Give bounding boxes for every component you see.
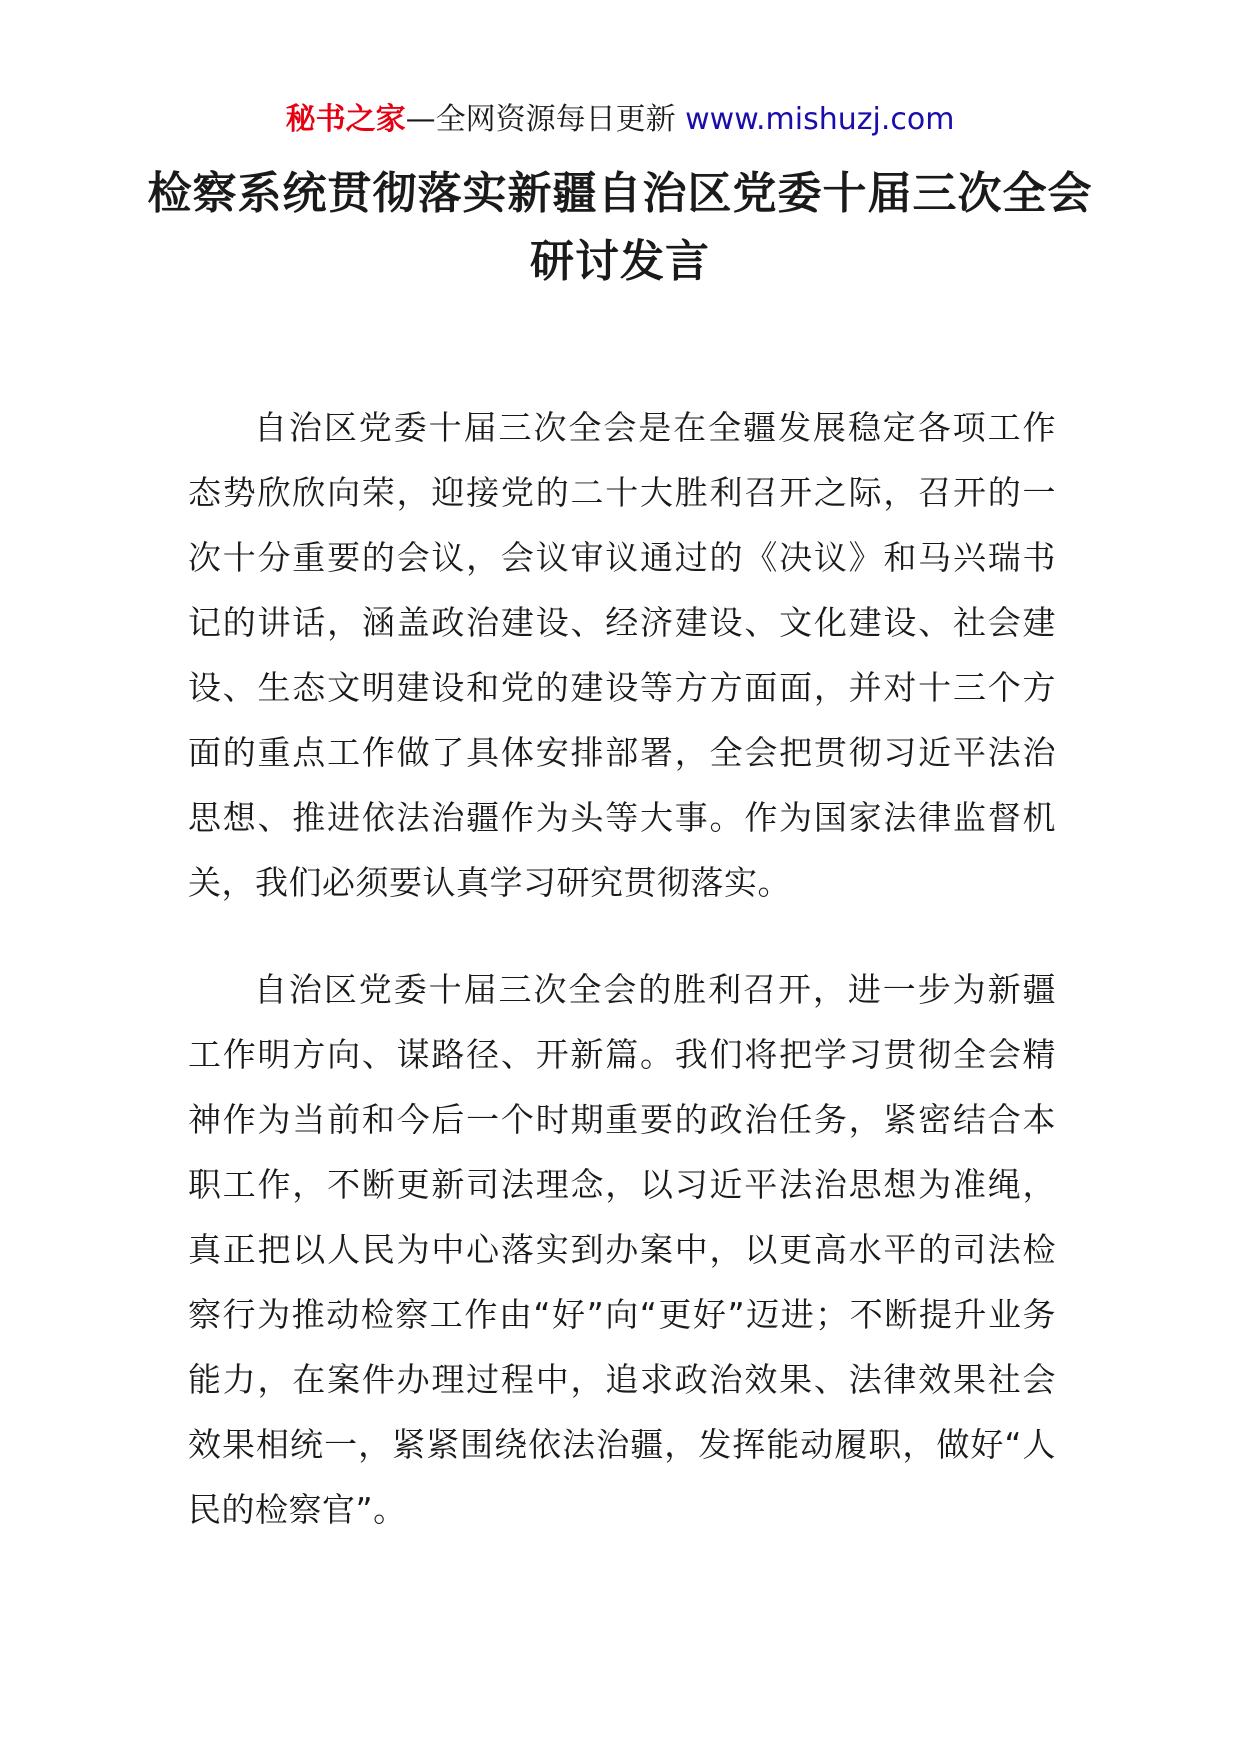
document-title: 检察系统贯彻落实新疆自治区党委十届三次全会研讨发言: [147, 168, 1093, 287]
site-header: [0, 100, 1240, 140]
site-url-link[interactable]: www.mishuzj.com: [685, 102, 955, 137]
site-tagline: —全网资源每日更新: [405, 102, 686, 137]
site-brand: 秘书之家: [285, 102, 406, 137]
paragraph-1: 自治区党委十届三次全会是在全疆发展稳定各项工作态势欣欣向荣，迎接党的二十大胜利召开之际，召开的一次十分重要的会议，会议审议通过的《决议》和马兴瑞书记的讲话，涵盖政治建设、经济建设、文化建设、社会建设、生态文明建设和党的建设等方方面面，并对十三个方面的重点工作做了具体安排部署，全会把贯彻习近平法治思想、推进依法治疆作为头等大事。作为国家法律监督机关，我们必须要认真学习研究贯彻落实。: [188, 408, 1056, 902]
document-body: [188, 395, 1056, 1584]
paragraph-2: 自治区党委十届三次全会的胜利召开，进一步为新疆工作明方向、谋路径、开新篇。我们将把学习贯彻全会精神作为当前和今后一个时期重要的政治任务，紧密结合本职工作，不断更新司法理念，以习近平法治思想为准绳，真正把以人民为中心落实到办案中，以更高水平的司法检察行为推动检察工作由“好”向“更好”迈进；不断提升业务能力，在案件办理过程中，追求政治效果、法律效果社会效果相统一，紧紧围绕依法治疆，发挥能动履职，做好“人民的检察官”。: [188, 970, 1056, 1529]
